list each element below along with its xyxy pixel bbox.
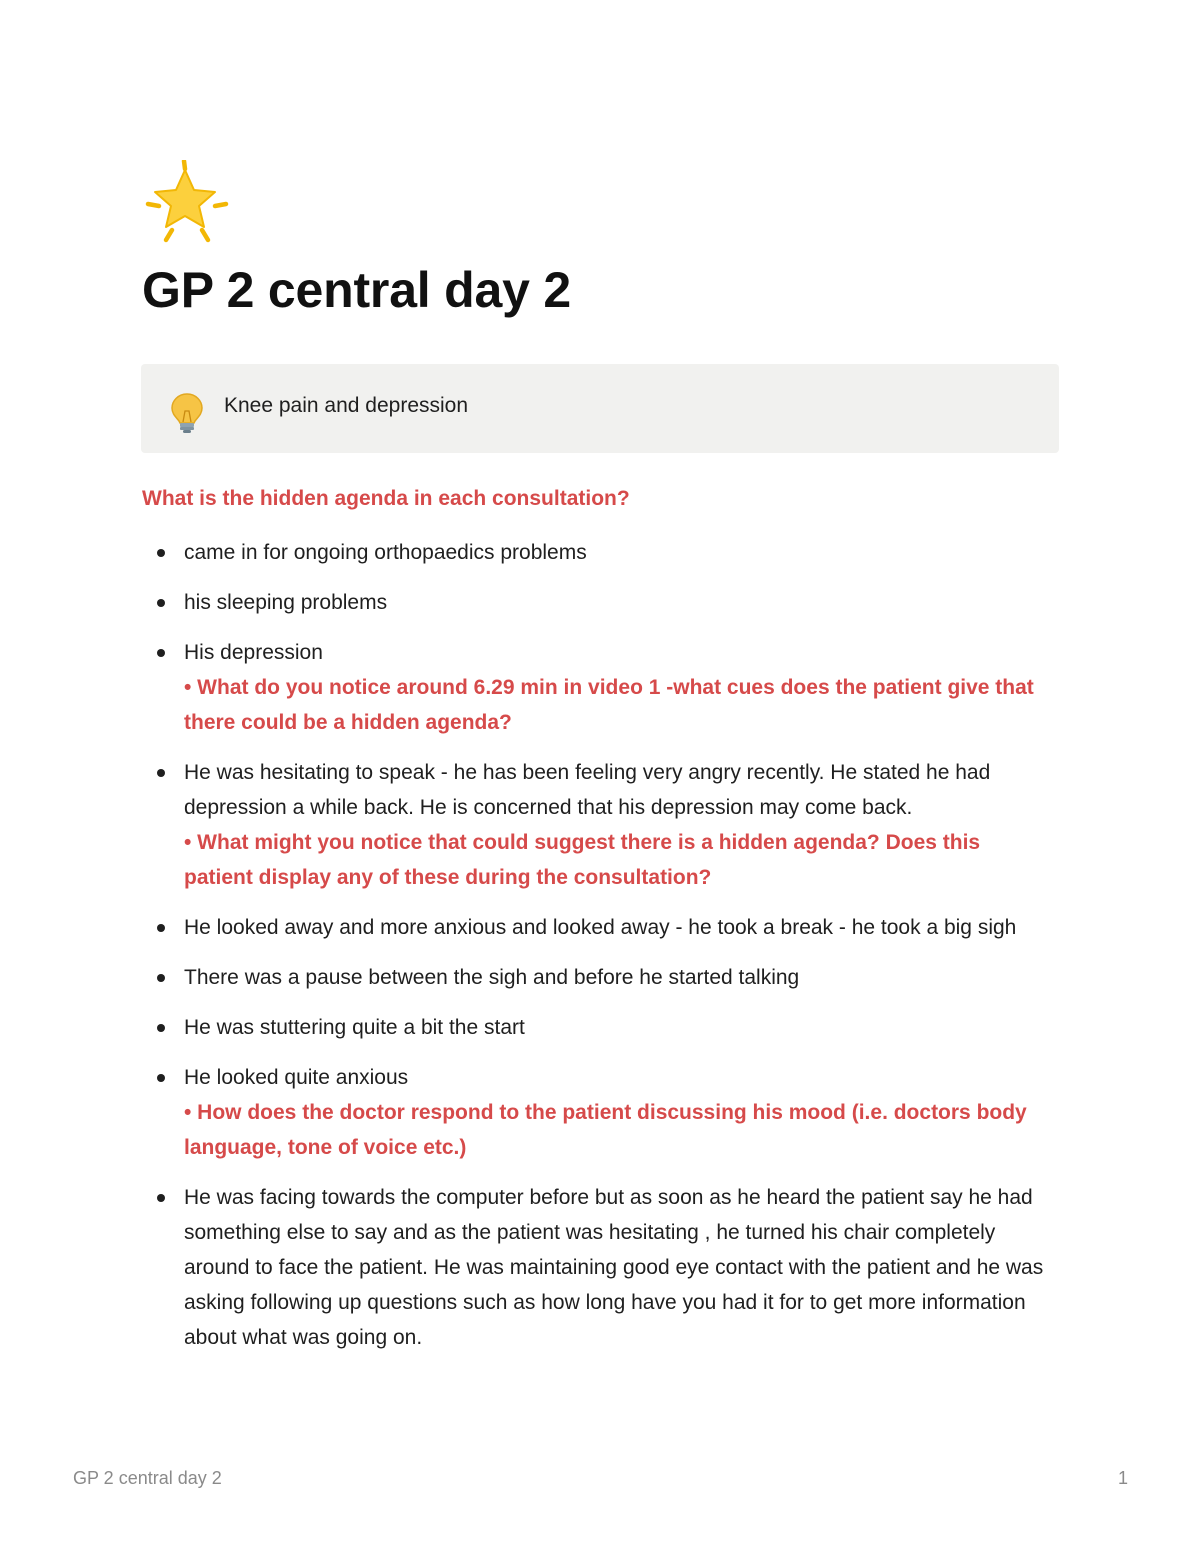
- list-item-text: his sleeping problems: [184, 591, 388, 614]
- list-item: [142, 585, 1052, 620]
- bullet-dot: [157, 769, 165, 777]
- page-number: 1: [1117, 1468, 1128, 1488]
- list-item-text: came in for ongoing orthopaedics problems: [184, 541, 587, 564]
- list-item-text: There was a pause between the sigh and before he started talking: [184, 966, 800, 989]
- bullet-dot: [157, 599, 165, 607]
- list-item: [142, 1060, 1052, 1165]
- footer-title: GP 2 central day 2: [73, 1468, 222, 1488]
- bullet-dot: [157, 1194, 165, 1202]
- bullet-dot: [157, 549, 165, 557]
- bullet-dot: [157, 974, 165, 982]
- list-item-text: He looked quite anxious: [184, 1066, 409, 1089]
- bullet-dot: [157, 1024, 165, 1032]
- list-item-text: He was hesitating to speak - he has been feeling very angry recently. He stated he had depression a while back. He is concerned that his depression may come back.: [184, 761, 991, 819]
- lightbulb-icon: [169, 392, 205, 434]
- bullet-dot: [157, 924, 165, 932]
- bullet-dot: [157, 649, 165, 657]
- list-item-text: He looked away and more anxious and looked away - he took a break - he took a big sigh: [184, 916, 1017, 939]
- list-item: [142, 535, 1052, 570]
- bullet-list: [142, 535, 1052, 1370]
- list-item: [142, 910, 1052, 945]
- page-title: GP 2 central day 2: [142, 262, 572, 318]
- star-icon: [142, 160, 232, 244]
- list-item-text: He was facing towards the computer before but as soon as he heard the patient say he had something else to say and as the patient was hesitating , he turned his chair completely around to face the patient. He was maintaining good eye contact with the patient and he was asking following up questions such as how long have you had it for to get more information about what was going on.: [184, 1186, 1044, 1349]
- page-icon: [142, 160, 232, 244]
- callout: [141, 364, 1059, 453]
- question-note: • How does the doctor respond to the patient discussing his mood (i.e. doctors body language, tone of voice etc.): [184, 1101, 1027, 1159]
- list-item: [142, 755, 1052, 895]
- list-item-text: He was stuttering quite a bit the start: [184, 1016, 525, 1039]
- question-note: • What might you notice that could suggest there is a hidden agenda? Does this patient display any of these during the consultation?: [184, 831, 981, 889]
- list-item: [142, 635, 1052, 740]
- list-item: [142, 1010, 1052, 1045]
- list-item: [142, 1180, 1052, 1355]
- section-heading: What is the hidden agenda in each consultation?: [142, 487, 630, 510]
- list-item: [142, 960, 1052, 995]
- question-note: • What do you notice around 6.29 min in video 1 -what cues does the patient give that there could be a hidden agenda?: [184, 676, 1034, 734]
- bullet-dot: [157, 1074, 165, 1082]
- callout-text: Knee pain and depression: [224, 394, 469, 417]
- list-item-text: His depression: [184, 641, 323, 664]
